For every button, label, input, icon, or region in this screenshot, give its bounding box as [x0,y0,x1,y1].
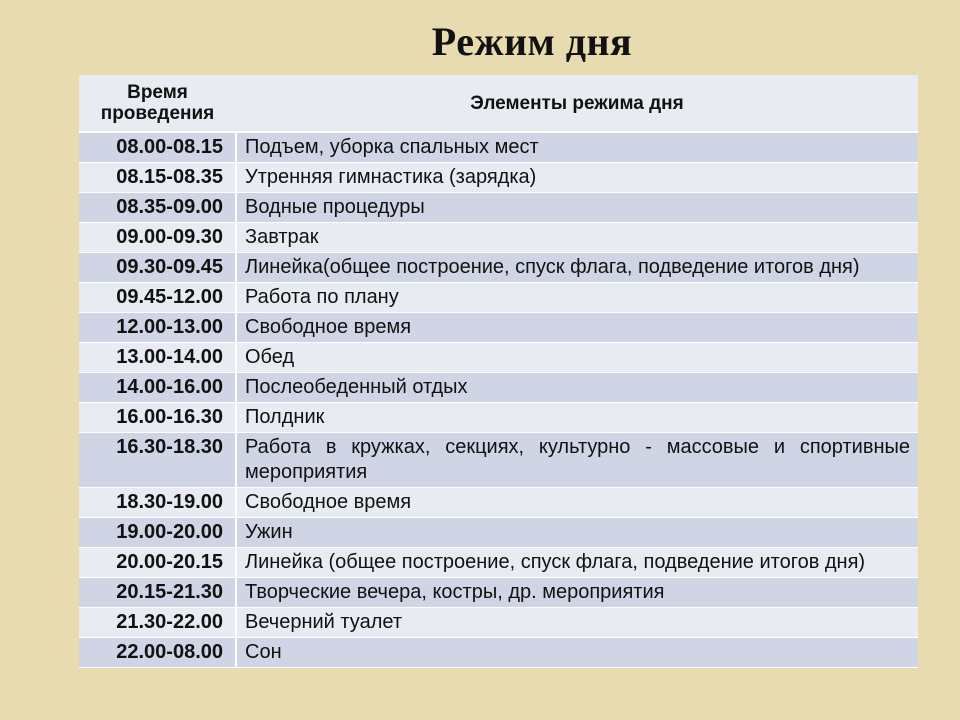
page-title: Режим дня [431,19,633,64]
activity-cell: Полдник [236,403,918,433]
activity-cell: Ужин [236,518,918,548]
header-activity: Элементы режима дня [236,75,918,132]
time-cell: 08.35-09.00 [79,193,236,223]
activity-cell: Свободное время [236,488,918,518]
time-cell: 20.15-21.30 [79,578,236,608]
time-cell: 09.00-09.30 [79,223,236,253]
time-cell: 18.30-19.00 [79,488,236,518]
activity-cell: Работа в кружках, секциях, культурно - массовые и спортивные мероприятия [236,433,918,488]
activity-cell: Утренняя гимнастика (зарядка) [236,163,918,193]
time-cell: 20.00-20.15 [79,548,236,578]
table-row [79,343,918,373]
time-cell: 12.00-13.00 [79,313,236,343]
time-cell: 13.00-14.00 [79,343,236,373]
table-row [79,283,918,313]
time-cell: 14.00-16.00 [79,373,236,403]
activity-cell: Обед [236,343,918,373]
activity-cell: Послеобеденный отдых [236,373,918,403]
activity-cell: Творческие вечера, костры, др. мероприятия [236,578,918,608]
header-time-line2: проведения [100,103,215,124]
time-cell: 08.00-08.15 [79,132,236,163]
time-cell: 09.30-09.45 [79,253,236,283]
table-row [79,223,918,253]
time-cell: 22.00-08.00 [79,638,236,668]
table-row [79,132,918,163]
header-time [79,75,236,132]
table-row [79,313,918,343]
table-row [79,373,918,403]
schedule-body [79,132,918,668]
activity-cell: Сон [236,638,918,668]
activity-cell: Водные процедуры [236,193,918,223]
table-row [79,608,918,638]
schedule-table [79,75,918,668]
table-row [79,638,918,668]
table-row [79,578,918,608]
table-row [79,163,918,193]
activity-cell: Линейка(общее построение, спуск флага, подведение итогов дня) [236,253,918,283]
table-header-row [79,75,918,132]
time-cell: 19.00-20.00 [79,518,236,548]
time-cell: 16.30-18.30 [79,433,236,488]
time-cell: 09.45-12.00 [79,283,236,313]
activity-cell: Завтрак [236,223,918,253]
table-row [79,488,918,518]
table-row [79,403,918,433]
table-row [79,518,918,548]
header-time-line1: Время [127,82,188,103]
activity-cell: Вечерний туалет [236,608,918,638]
activity-cell: Линейка (общее построение, спуск флага, подведение итогов дня) [236,548,918,578]
activity-cell: Подъем, уборка спальных мест [236,132,918,163]
activity-cell: Свободное время [236,313,918,343]
activity-cell: Работа по плану [236,283,918,313]
table-row [79,253,918,283]
table-row [79,548,918,578]
time-cell: 21.30-22.00 [79,608,236,638]
time-cell: 08.15-08.35 [79,163,236,193]
table-row [79,193,918,223]
time-cell: 16.00-16.30 [79,403,236,433]
table-row [79,433,918,488]
